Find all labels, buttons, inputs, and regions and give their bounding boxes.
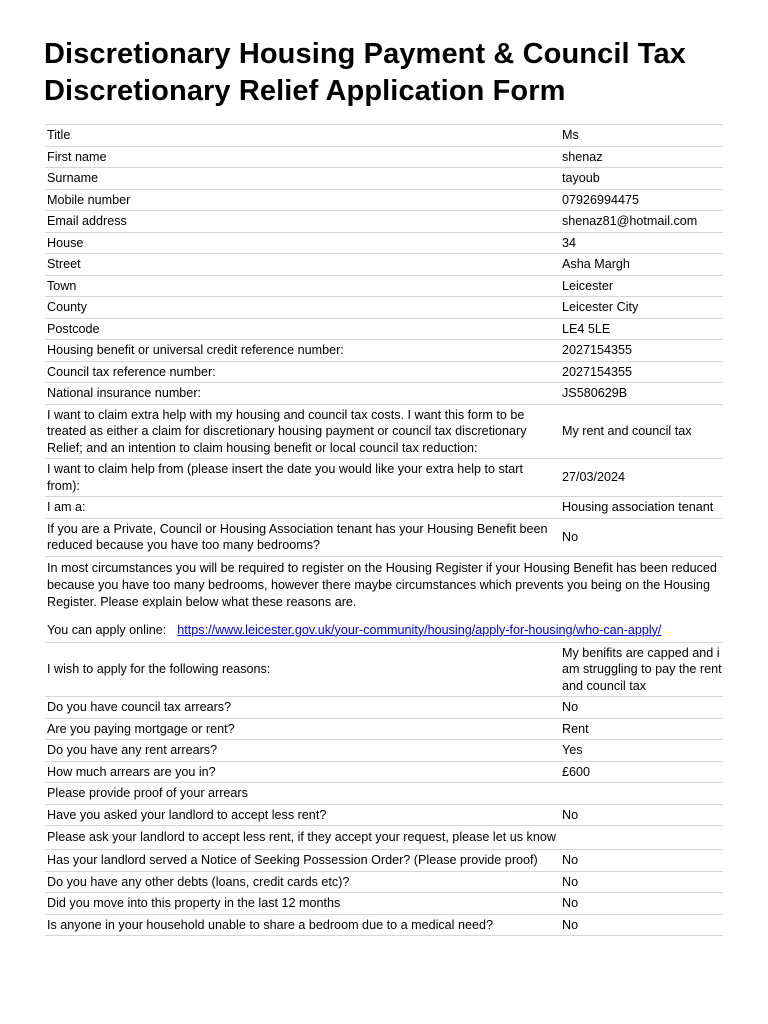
form-row — [45, 168, 723, 190]
field-label: Title — [47, 128, 71, 142]
form-row — [45, 233, 723, 255]
field-label: Do you have any rent arrears? — [47, 743, 218, 757]
field-label: Housing benefit or universal credit reference number: — [47, 343, 344, 357]
apply-online-link[interactable]: https://www.leicester.gov.uk/your-community/housing/apply-for-housing/who-can-apply/ — [177, 622, 662, 637]
form-row — [45, 762, 723, 784]
form-row — [45, 783, 723, 805]
field-label: Did you move into this property in the last 12 months — [47, 896, 341, 910]
field-label: House — [47, 235, 84, 250]
field-label: National insurance number: — [47, 386, 202, 400]
form-row — [45, 697, 723, 719]
form-row — [45, 297, 723, 319]
field-value: No — [562, 700, 579, 714]
form-row — [45, 276, 723, 298]
form-row — [45, 362, 723, 384]
field-value: No — [562, 853, 579, 867]
form-row — [45, 147, 723, 169]
field-value: 2027154355 — [562, 343, 633, 357]
form-row — [45, 643, 723, 698]
form-rows-other — [45, 850, 723, 936]
form-row — [45, 125, 723, 147]
field-value: LE4 5LE — [562, 321, 611, 336]
field-label: Postcode — [47, 321, 100, 336]
field-label: Have you asked your landlord to accept less rent? — [47, 807, 327, 822]
field-value: Leicester — [562, 278, 614, 293]
field-label: Is anyone in your household unable to share a bedroom due to a medical need? — [47, 917, 493, 932]
field-value: Rent — [562, 721, 589, 736]
application-form — [45, 124, 723, 936]
form-row — [45, 254, 723, 276]
form-rows-landlord — [45, 805, 723, 827]
field-value: No — [562, 874, 579, 889]
form-row — [45, 383, 723, 405]
field-value: My rent and council tax — [562, 424, 692, 438]
form-row — [45, 405, 723, 460]
field-label: Please provide proof of your arrears — [47, 786, 248, 800]
field-label: Street — [47, 257, 81, 271]
field-value: No — [562, 896, 579, 910]
field-value: Yes — [562, 743, 583, 757]
form-row — [45, 805, 723, 827]
field-label: I am a: — [47, 500, 86, 514]
field-label: Are you paying mortgage or rent? — [47, 721, 235, 736]
field-value: shenaz81@hotmail.com — [562, 214, 698, 228]
form-row — [45, 719, 723, 741]
field-value: My benifits are capped and i am struggling to pay the rent and council tax — [562, 645, 722, 693]
form-row — [45, 740, 723, 762]
form-title: Discretionary Housing Payment & Council Tax Discretionary Relief Application Form — [44, 38, 686, 107]
form-row — [45, 340, 723, 362]
field-label: County — [47, 300, 87, 314]
field-label: Surname — [47, 171, 99, 185]
field-label: Do you have any other debts (loans, credit cards etc)? — [47, 874, 350, 889]
form-row — [45, 850, 723, 872]
form-row — [45, 893, 723, 915]
apply-online-label: You can apply online: — [47, 622, 167, 637]
landlord-note: Please ask your landlord to accept less rent, if they accept your request, please let us know — [47, 830, 556, 844]
field-value: Ms — [562, 128, 579, 142]
field-label: Email address — [47, 214, 127, 228]
form-row — [45, 497, 723, 519]
form-row — [45, 872, 723, 894]
field-label: First name — [47, 149, 107, 164]
form-row — [45, 211, 723, 233]
field-label: Do you have council tax arrears? — [47, 700, 232, 714]
form-row — [45, 190, 723, 212]
field-value: JS580629B — [562, 386, 628, 400]
field-value: No — [562, 807, 579, 822]
field-label: I want to claim help from (please insert the date you would like your extra help to start from): — [47, 462, 523, 493]
form-row — [45, 319, 723, 341]
housing-register-section — [45, 557, 723, 643]
field-label: How much arrears are you in? — [47, 764, 216, 779]
landlord-note-row — [45, 826, 723, 850]
field-value: 27/03/2024 — [562, 470, 626, 485]
field-value: Housing association tenant — [562, 500, 714, 514]
form-row — [45, 459, 723, 497]
field-value: tayoub — [562, 171, 600, 185]
apply-online-line — [47, 622, 719, 639]
form-row — [45, 915, 723, 937]
field-label: Town — [47, 278, 77, 293]
form-row — [45, 519, 723, 557]
field-value: 2027154355 — [562, 364, 633, 379]
field-value: 07926994475 — [562, 192, 640, 207]
field-label: Council tax reference number: — [47, 364, 216, 379]
field-value: £600 — [562, 764, 591, 779]
housing-register-note: In most circumstances you will be required to register on the Housing Register if your Housing Benefit has been reduced because you have too many bedrooms, however there maybe circumstances which prevents you being on the Housing Register. Please explain below what these reasons are. — [47, 560, 717, 609]
field-value: shenaz — [562, 149, 603, 164]
field-value: Asha Margh — [562, 257, 630, 271]
field-value: 34 — [562, 235, 577, 250]
field-label: If you are a Private, Council or Housing Association tenant has your Housing Benefit been reduced because you have too many bedrooms? — [47, 521, 548, 552]
field-label: Has your landlord served a Notice of Seeking Possession Order? (Please provide proof) — [47, 853, 538, 867]
form-rows-personal — [45, 125, 723, 557]
field-value: Leicester City — [562, 300, 639, 314]
field-value: No — [562, 917, 579, 932]
field-label: I want to claim extra help with my housing and council tax costs. I want this form to be treated as either a claim for discretionary housing payment or council tax discretionary Relief; and an intention to claim housing benefit or local council tax reduction: — [47, 407, 527, 455]
field-value: No — [562, 529, 579, 544]
form-rows-reasons — [45, 643, 723, 805]
field-label: Mobile number — [47, 192, 131, 207]
field-label: I wish to apply for the following reasons: — [47, 662, 271, 676]
